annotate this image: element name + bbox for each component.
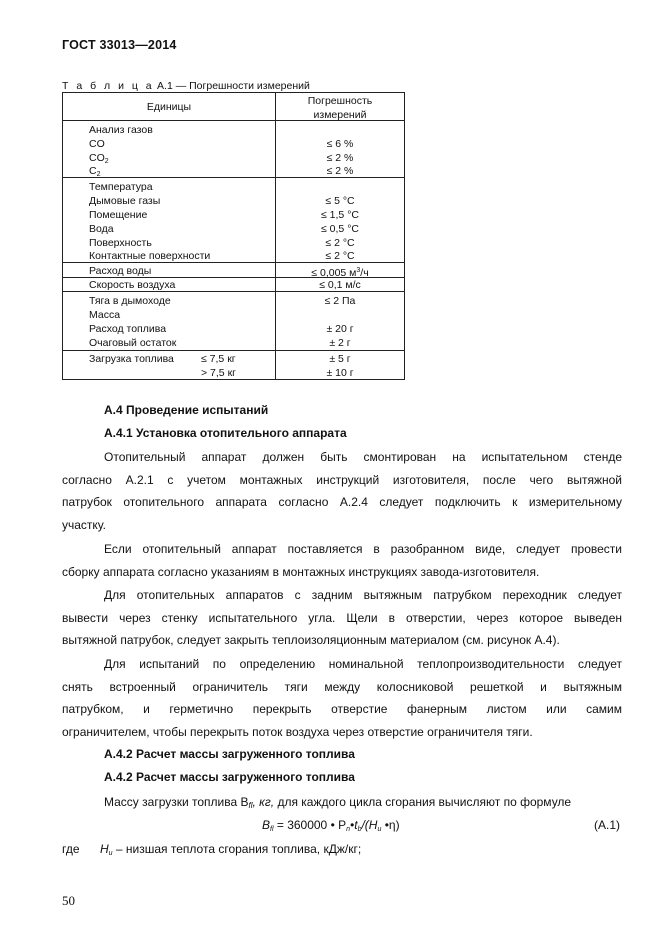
row-value: ≤ 2 % [326,165,354,177]
section-heading-a4: А.4 Проведение испытаний [104,403,269,417]
paragraph-line: снять встроенный ограничитель тяги между колосниковой решеткой и вытяжным [62,679,622,694]
paragraph-line: вывести через стенку испытательного угла. Щели в отверстии, через которое выведен [62,610,622,625]
row-label: Анализ газов [89,124,153,136]
where-symbol-subscript: u [108,850,113,857]
row-condition: ≤ 7,5 кг [201,353,236,365]
formula-subscript: n [346,826,351,833]
row-label: Температура [89,181,153,193]
paragraph-line: ограничителем, чтобы перекрыть поток воздуха через отверстие ограничителя тяги. [62,724,533,739]
row-label: Масса [89,309,121,321]
row-value: ≤ 2 % [326,152,354,164]
paragraph-line: Для отопительных аппаратов с задним вытяжным патрубком переходник следует [104,588,622,602]
row-label-subscript: 2 [96,171,101,178]
formula-subscript: b [357,826,362,833]
paragraph-fuel-mass-rest: для каждого цикла сгорания вычисляют по формуле [274,795,572,809]
formula-subscript: fl [270,826,274,833]
formula-a1 [262,818,400,833]
table-caption-prefix: Т а б л и ц а [62,80,155,92]
row-label-main: CO [89,152,105,164]
row-label: Расход воды [89,265,152,277]
table-caption-title: А.1 — Погрешности измерений [154,80,310,92]
row-value: ≤ 5 °C [325,195,355,207]
row-value: ± 2 г [329,337,351,349]
row-value-superscript: 3 [356,267,361,274]
row-value: ≤ 0,1 м/с [319,279,361,291]
row-label-subscript: 2 [104,158,109,165]
document-header: ГОСТ 33013—2014 [62,38,177,52]
page-number: 50 [62,893,75,908]
paragraph-line: участку. [62,517,106,532]
paragraph-fuel-mass-unit: , кг, [252,795,275,809]
where-symbol: H [100,842,109,856]
paragraph-fuel-mass [104,795,571,810]
paragraph-line: Для испытаний по определению номинальной теплопроизводительности следует [104,657,622,671]
row-value-unit: /ч [360,267,369,279]
section-heading-a42: А.4.2 Расчет массы загруженного топлива [104,747,355,761]
where-label: где [62,842,80,856]
paragraph-line: согласно А.2.1 с учетом монтажных инструкций изготовителя, после чего вытяжной [62,472,622,487]
formula-part: /(H [361,818,378,832]
row-value: ≤ 6 % [326,138,354,150]
row-label: Дымовые газы [89,195,161,207]
row-label: Загрузка топлива [89,353,174,365]
row-label: Вода [89,223,114,235]
paragraph-fuel-mass-text: Массу загрузки топлива B [104,795,249,809]
row-label: CO [89,138,105,150]
row-value: ± 20 г [326,323,354,335]
formula-part: = 360000 • P [273,818,347,832]
row-label: Расход топлива [89,323,167,335]
paragraph-fuel-mass-subscript: fl [248,801,253,810]
table-header-error-line2: измерений [313,109,367,121]
row-label: Скорость воздуха [89,279,176,291]
table-header-error [275,94,405,122]
row-condition: > 7,5 кг [201,367,236,379]
row-label: Очаговый остаток [89,337,177,349]
row-value: ≤ 2 °C [325,237,355,249]
table-divider [63,350,404,351]
row-value: ≤ 2 Па [324,295,356,307]
formula-part: •t [350,818,358,832]
row-label: Тяга в дымоходе [89,295,171,307]
row-value: ≤ 0,5 °C [321,223,359,235]
formula-subscript: u [377,826,382,833]
row-label: Контактные поверхности [89,250,211,262]
row-label: Помещение [89,209,148,221]
paragraph-assembly [62,538,622,583]
formula-number: (A.1) [594,818,621,832]
row-value: ± 10 г [326,367,354,379]
where-text: – низшая теплота сгорания топлива, кДж/кг; [112,842,362,856]
row-value: ≤ 2 °C [325,250,355,262]
formula-part: •η) [381,818,400,832]
paragraph-line: Если отопительный аппарат поставляется в разобранном виде, следует провести [104,542,622,556]
section-heading-a41: А.4.1 Установка отопительного аппарата [104,426,347,440]
row-value: ≤ 1,5 °C [321,209,359,221]
section-heading-a42-repeat: А.4.2 Расчет массы загруженного топлива [104,770,355,784]
row-label-main: C [89,165,97,177]
error-table [62,92,405,380]
row-value-main: ≤ 0,005 м [311,267,357,279]
paragraph-line: патрубок отопительного аппарата согласно А.2.4 следует подключить к измерительному [62,495,622,509]
paragraph-nominal-output [62,653,622,743]
paragraph-line: Отопительный аппарат должен быть смонтирован на испытательном стенде [104,450,622,464]
row-label: Поверхность [89,237,152,249]
paragraph-line: вытяжной патрубок, следует закрыть теплоизоляционным материалом (см. рисунок А.4). [62,633,560,647]
paragraph-rear-outlet [62,584,622,652]
formula-symbol: B [262,818,271,832]
row-value: ± 5 г [329,353,351,365]
paragraph-installation [62,446,622,536]
table-caption [62,80,310,92]
table-header-units: Единицы [146,101,192,113]
paragraph-line: патрубком, и герметично перекрыть отверстие фанерным листом или самим [62,702,622,716]
table-header-error-line1: Погрешность [307,95,373,107]
where-definition [100,842,361,857]
paragraph-line: сборку аппарата согласно указаниям в монтажных инструкциях завода-изготовителя. [62,564,540,579]
